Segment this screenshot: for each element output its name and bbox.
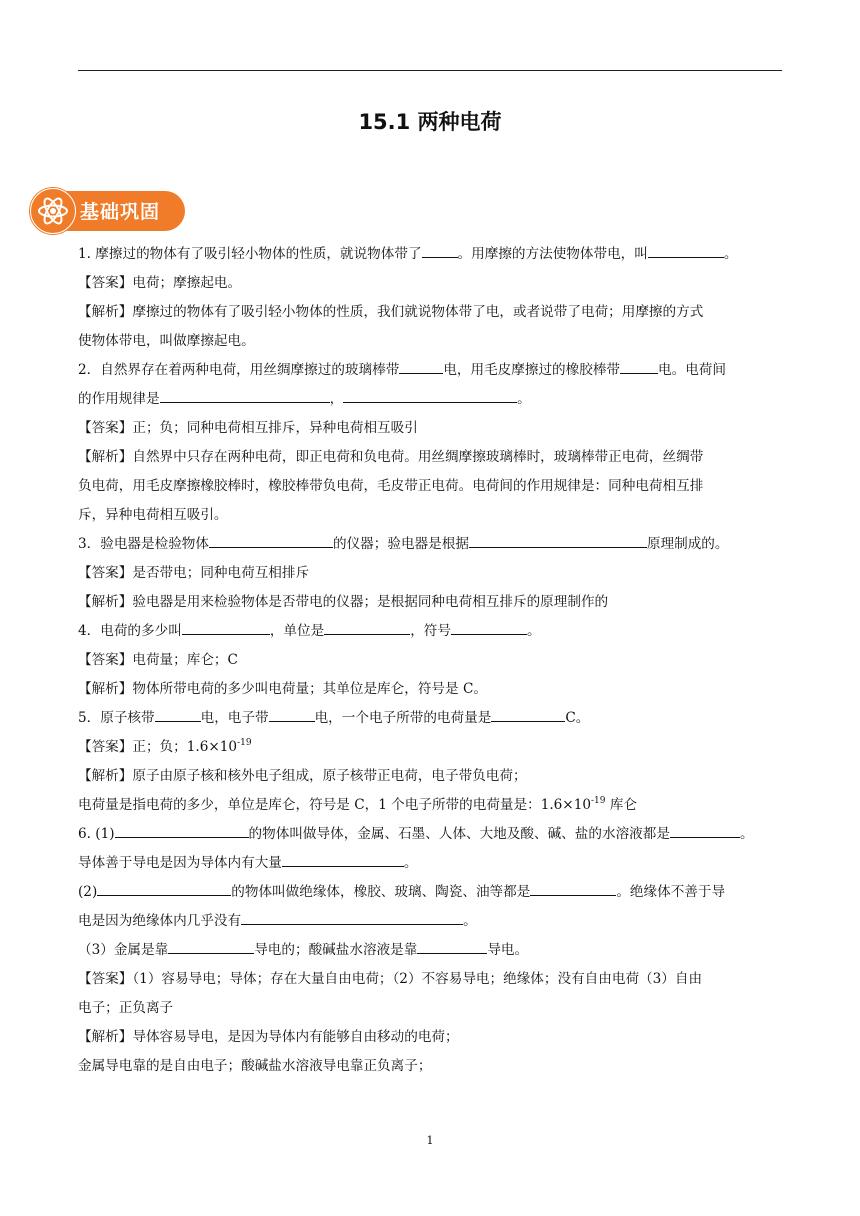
page-number: 1 [426, 1134, 434, 1147]
question-6-line-4: 电是因为绝缘体内几乎没有 。 [78, 907, 784, 936]
question-3: 3．验电器是检验物体 的仪器；验电器是根据 原理制成的。 [78, 530, 784, 559]
explanation-1-line-1: 【解析】摩擦过的物体有了吸引轻小物体的性质，我们就说物体带了电，或者说带了电荷；用摩擦的方式 [78, 304, 704, 320]
atom-icon [30, 188, 76, 234]
answer-blank [417, 938, 487, 954]
question-6-line-5: （3）金属是靠 导电的；酸碱盐水溶液是靠 导电。 [78, 936, 784, 965]
question-1: 1. 摩擦过的物体有了吸引轻小物体的性质，就说物体带了 。用摩擦的方法使物体带电，叫 。 [78, 240, 784, 269]
answer-blank [670, 822, 740, 838]
answer-5: 【答案】正；负；$1.6\times 10^{-19}$ [78, 738, 252, 755]
explanation-4: 【解析】物体所带电荷的多少叫电荷量；其单位是库仑，符号是 C。 [78, 681, 487, 697]
question-6-line-2: 导体善于导电是因为导体内有大量 。 [78, 849, 784, 878]
explanation-2-line-2: 负电荷，用毛皮摩擦橡胶棒时，橡胶棒带负电荷，毛皮带正电荷。电荷间的作用规律是：同种电荷相互排 [78, 478, 704, 494]
question-5: 5．原子核带 电，电子带 电，一个电子所带的电荷量是 C。 [78, 704, 784, 733]
answer-blank [530, 880, 616, 896]
answer-blank [241, 909, 463, 925]
answer-blank [115, 822, 249, 838]
explanation-5-line-2: 电荷量是指电荷的多少，单位是库仑，符号是 C，1 个电子所带的电荷量是：$1.6\times 10^{-19}$ 库仑 [78, 796, 638, 813]
explanation-2-line-1: 【解析】自然界中只存在两种电荷，即正电荷和负电荷。用丝绸摩擦玻璃棒时，玻璃棒带正电荷，丝绸带 [78, 449, 704, 465]
answer-6-line-2: 电子；正负离子 [78, 1000, 174, 1016]
answer-blank [648, 242, 724, 258]
explanation-2-line-3: 斥，异种电荷相互吸引。 [78, 507, 228, 523]
answer-2: 【答案】正；负；同种电荷相互排斥，异种电荷相互吸引 [78, 420, 418, 436]
answer-blank [324, 619, 410, 635]
question-6-line-3: (2) 的物体叫做绝缘体，橡胶、玻璃、陶瓷、油等都是 。绝缘体不善于导 [78, 878, 784, 907]
explanation-5-line-1: 【解析】原子由原子核和核外电子组成，原子核带正电荷，电子带负电荷； [78, 768, 527, 784]
document-body [78, 240, 784, 1081]
explanation-1-line-2: 使物体带电，叫做摩擦起电。 [78, 333, 255, 349]
answer-blank [97, 880, 231, 896]
answer-6-line-1: 【答案】（1）容易导电；导体；存在大量自由电荷；（2）不容易导电；绝缘体；没有自由电荷（3）自由 [78, 971, 703, 987]
section-badge [30, 188, 186, 234]
question-2-line-1: 2．自然界存在着两种电荷，用丝绸摩擦过的玻璃棒带 电，用毛皮摩擦过的橡胶棒带 电。电荷间 [78, 356, 784, 385]
question-4: 4．电荷的多少叫 ，单位是 ，符号 。 [78, 617, 784, 646]
header-rule [78, 70, 782, 71]
answer-1: 【答案】电荷；摩擦起电。 [78, 275, 242, 291]
answer-blank [160, 387, 330, 403]
answer-blank [451, 619, 527, 635]
answer-blank [182, 619, 270, 635]
explanation-6-line-2: 金属导电靠的是自由电子；酸碱盐水溶液导电靠正负离子； [78, 1058, 432, 1074]
page-title: 15.1 两种电荷 [358, 110, 502, 134]
answer-blank [269, 706, 315, 722]
answer-blank [209, 532, 333, 548]
answer-blank [343, 387, 517, 403]
answer-blank [469, 532, 647, 548]
section-label: 基础巩固 [80, 201, 161, 223]
question-2-line-2: 的作用规律是 ， 。 [78, 385, 784, 414]
answer-blank [399, 358, 443, 374]
answer-blank [422, 242, 458, 258]
answer-blank [282, 851, 404, 867]
answer-blank [168, 938, 254, 954]
answer-3: 【答案】是否带电；同种电荷互相排斥 [78, 565, 310, 581]
answer-blank [620, 358, 658, 374]
answer-blank [155, 706, 201, 722]
answer-4: 【答案】电荷量；库仑；C [78, 652, 238, 668]
explanation-3: 【解析】验电器是用来检验物体是否带电的仪器；是根据同种电荷相互排斥的原理制作的 [78, 594, 609, 610]
answer-blank [491, 706, 565, 722]
question-6-line-1: 6. (1) 的物体叫做导体，金属、石墨、人体、大地及酸、碱、盐的水溶液都是 。 [78, 820, 784, 849]
explanation-6-line-1: 【解析】导体容易导电，是因为导体内有能够自由移动的电荷； [78, 1029, 459, 1045]
